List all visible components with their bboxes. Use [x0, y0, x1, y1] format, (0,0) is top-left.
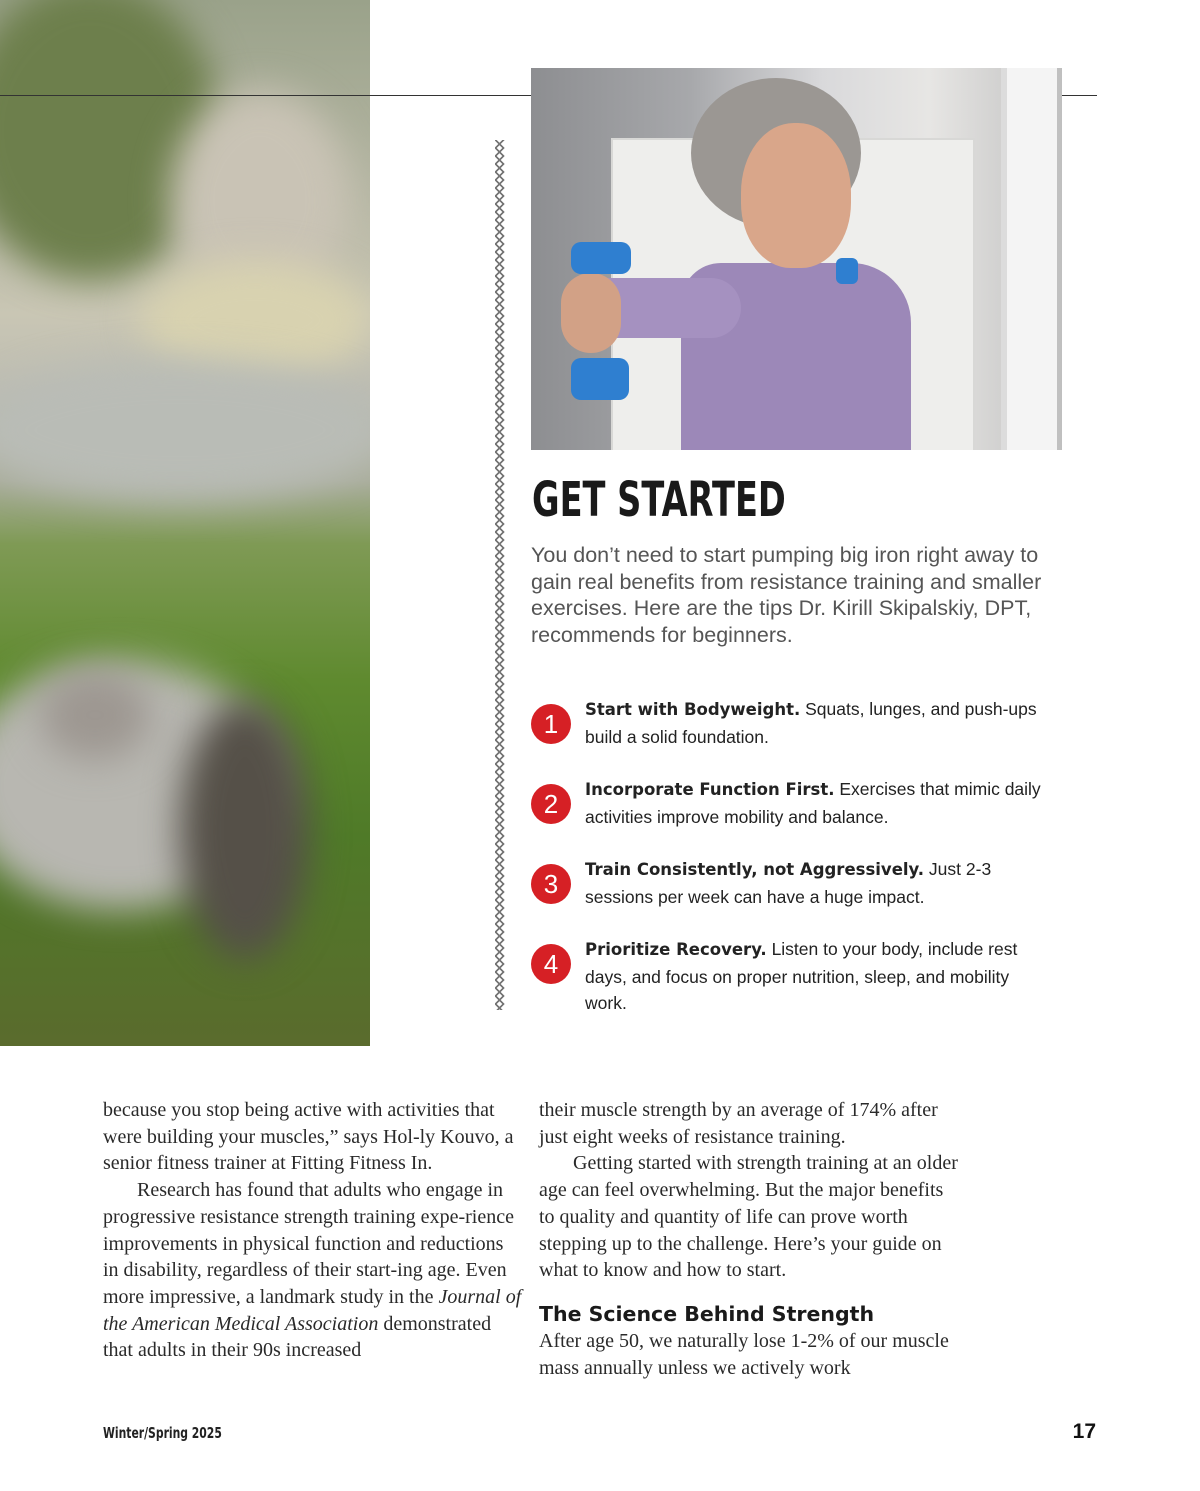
top-rule [0, 95, 531, 96]
tip-number-badge: 3 [531, 864, 571, 904]
tip-body: Exercises that mimic daily activities improve mobility and balance. [585, 779, 1041, 827]
tip-title: Train Consistently, not Aggressively. [585, 860, 925, 879]
section-subhead: The Science Behind Strength [539, 1301, 875, 1326]
article-paragraph: After age 50, we naturally lose 1-2% of our muscle mass annually unless we actively work [539, 1329, 949, 1379]
photo-person-plank-on-grass [0, 0, 370, 1046]
top-rule [1062, 95, 1097, 96]
sidebar-intro: You don’t need to start pumping big iron right away to gain real benefits from resistance training and smaller exercises. Here are the tips Dr. Kirill Skipalskiy, DPT, recommends for beginners. [531, 543, 1042, 647]
tip-title: Incorporate Function First. [585, 780, 835, 799]
tip-title: Prioritize Recovery. [585, 940, 767, 959]
sidebar-heading: GET STARTED [532, 472, 786, 528]
article-paragraph: because you stop being active with activities that were building your muscles,” says Hol-ly Kouvo, a senior fitness trainer at Fitting Fitness In. [103, 1099, 514, 1175]
photo-woman-with-dumbbells [531, 68, 1062, 450]
tip-number-badge: 1 [531, 704, 571, 744]
tip-body: Listen to your body, include rest days, and focus on proper nutrition, sleep, and mobility work. [585, 939, 1018, 1013]
zigzag-divider [495, 140, 505, 1010]
journal-title: Journal of the American Medical Association [103, 1285, 522, 1335]
tip-number-badge: 4 [531, 944, 571, 984]
article-paragraph: Getting started with strength training at an older age can feel overwhelming. But the major benefits to quality and quantity of life can prove worth stepping up to the challenge. Here’s your guide on what to know and how to start. [539, 1152, 958, 1282]
tip-title: Start with Bodyweight. [585, 700, 801, 719]
tip-number-badge: 2 [531, 784, 571, 824]
tip-body: Squats, lunges, and push-ups build a solid foundation. [585, 699, 1037, 747]
page-number: 17 [1072, 1420, 1096, 1443]
tip-body: Just 2-3 sessions per week can have a huge impact. [585, 859, 992, 907]
article-column-left [103, 1097, 523, 1364]
issue-label: Winter/Spring 2025 [103, 1424, 222, 1442]
article-paragraph: their muscle strength by an average of 174% after just eight weeks of resistance training. [539, 1099, 938, 1148]
article-paragraph: Research has found that adults who engage in progressive resistance strength training expe-rience improvements in physical function and reductions in disability, regardless of their start-ing age. Even more impressive, a landmark study in the Journal of the American Medical Association demonstrated that adults in their 90s increased [103, 1179, 522, 1362]
article-column-right [539, 1097, 959, 1381]
